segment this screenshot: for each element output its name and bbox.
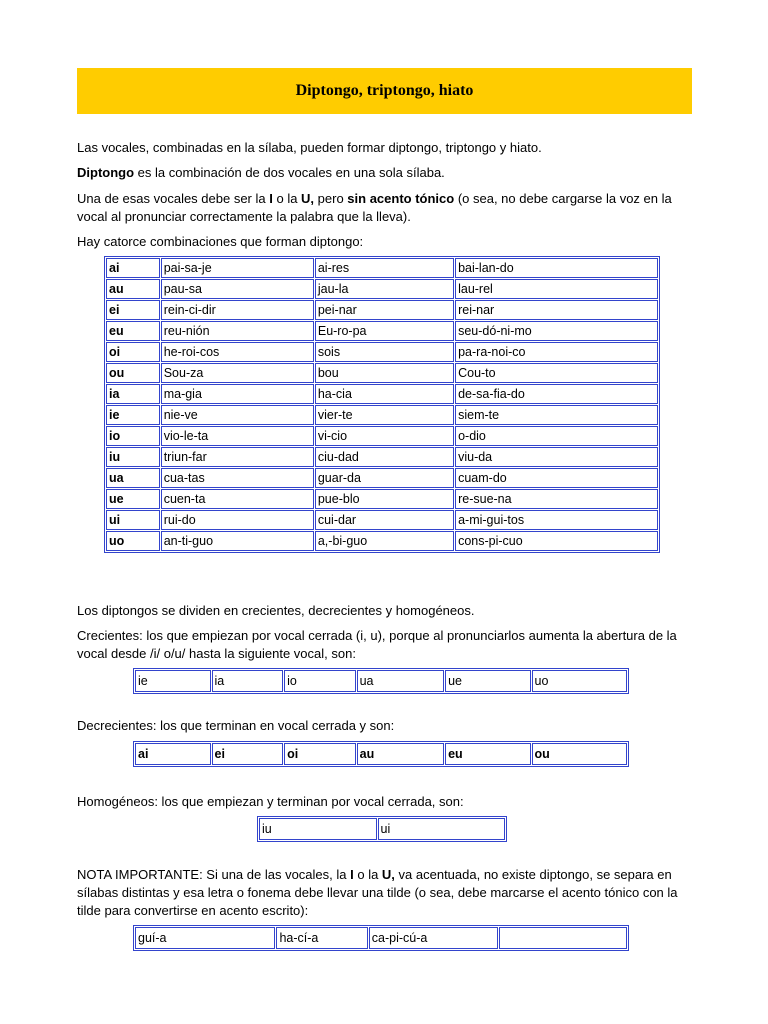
table-row	[106, 489, 658, 509]
diphthong-cell: ai	[106, 258, 160, 278]
hiato_examples-cell: ha-cí-a	[276, 927, 367, 949]
nota-letter-i: I	[350, 867, 354, 882]
example-cell: re-sue-na	[455, 489, 658, 509]
example-cell: a-mi-gui-tos	[455, 510, 658, 530]
definition-term: Diptongo	[77, 165, 135, 180]
table-row	[106, 510, 658, 530]
crecientes-cell: ie	[135, 670, 211, 692]
crecientes-cell: ia	[212, 670, 284, 692]
example-cell: rui-do	[161, 510, 314, 530]
decrecientes-cell: au	[357, 743, 444, 765]
diphthong-cell: iu	[106, 447, 160, 467]
example-cell: viu-da	[455, 447, 658, 467]
division-paragraph: Los diptongos se dividen en crecientes, decrecientes y homogéneos.	[77, 603, 475, 618]
table-row	[106, 363, 658, 383]
nota-text: o la	[353, 867, 382, 882]
example-cell: pau-sa	[161, 279, 314, 299]
definition-paragraph	[77, 164, 692, 182]
crecientes-cell: ua	[357, 670, 444, 692]
example-cell: pue-blo	[315, 489, 454, 509]
diphthong-cell: oi	[106, 342, 160, 362]
table-row	[106, 405, 658, 425]
decrecientes-cell: eu	[445, 743, 530, 765]
decrecientes-paragraph: Decrecientes: los que terminan en vocal cerrada y son:	[77, 718, 395, 733]
example-cell: seu-dó-ni-mo	[455, 321, 658, 341]
diphthong-cell: io	[106, 426, 160, 446]
crecientes-cell: uo	[532, 670, 627, 692]
homogeneos-table	[257, 816, 507, 842]
example-cell: guar-da	[315, 468, 454, 488]
rule-letter-u: U,	[301, 191, 315, 206]
nota-text: NOTA IMPORTANTE: Si una de las vocales, la	[77, 867, 351, 882]
example-cell: he-roi-cos	[161, 342, 314, 362]
example-cell: rei-nar	[455, 300, 658, 320]
example-cell: Cou-to	[455, 363, 658, 383]
hiato_examples-cell: ca-pi-cú-a	[369, 927, 498, 949]
diphthong-cell: eu	[106, 321, 160, 341]
decrecientes-cell: ai	[135, 743, 211, 765]
diphthong-cell: ei	[106, 300, 160, 320]
example-cell: vio-le-ta	[161, 426, 314, 446]
decrecientes-cell: ou	[532, 743, 627, 765]
example-cell: cons-pi-cuo	[455, 531, 658, 551]
example-cell: Sou-za	[161, 363, 314, 383]
rule-text: pero	[314, 191, 348, 206]
diphthong-table	[104, 256, 660, 553]
example-cell: jau-la	[315, 279, 454, 299]
rule-no-accent: sin acento tónico	[347, 191, 455, 206]
diphthong-cell: ue	[106, 489, 160, 509]
table-row	[106, 447, 658, 467]
example-cell: reu-nión	[161, 321, 314, 341]
rule-letter-i: I	[269, 191, 273, 206]
example-cell: nie-ve	[161, 405, 314, 425]
example-cell: rein-ci-dir	[161, 300, 314, 320]
rule-text: o la	[272, 191, 302, 206]
table-row	[106, 258, 658, 278]
diphthong-cell: ua	[106, 468, 160, 488]
nota-letter-u: U,	[381, 867, 395, 882]
example-cell: lau-rel	[455, 279, 658, 299]
crecientes-cell: ue	[445, 670, 530, 692]
diphthong-cell: uo	[106, 531, 160, 551]
nota-text: va acentuada, no existe diptongo, se separa en sílabas distintas y esa letra o fonema debe llevar una tilde (o sea, debe marcarse el acento tónico con la tilde para convertirse en acento escrito):	[77, 867, 678, 918]
example-cell: pei-nar	[315, 300, 454, 320]
decrecientes-cell: ei	[212, 743, 284, 765]
example-cell: sois	[315, 342, 454, 362]
title-banner	[77, 68, 692, 114]
example-cell: vi-cio	[315, 426, 454, 446]
diphthong-cell: ou	[106, 363, 160, 383]
example-cell: ai-res	[315, 258, 454, 278]
example-cell: a,-bi-guo	[315, 531, 454, 551]
diphthong-cell: ui	[106, 510, 160, 530]
crecientes-cell: io	[284, 670, 356, 692]
diphthong-cell: ie	[106, 405, 160, 425]
example-cell: ciu-dad	[315, 447, 454, 467]
homogeneos-cell: iu	[259, 818, 377, 840]
crecientes-paragraph: Crecientes: los que empiezan por vocal cerrada (i, u), porque al pronunciarlos aumenta la abertura de la vocal desde /i/ o/u/ hasta la siguiente vocal, son:	[77, 628, 677, 661]
example-cell: pa-ra-noi-co	[455, 342, 658, 362]
homogeneos-cell: ui	[378, 818, 505, 840]
homogeneos-paragraph: Homogéneos: los que empiezan y terminan por vocal cerrada, son:	[77, 794, 464, 809]
example-cell: de-sa-fia-do	[455, 384, 658, 404]
diphthong-cell: au	[106, 279, 160, 299]
decrecientes-table	[133, 741, 629, 767]
example-cell: Eu-ro-pa	[315, 321, 454, 341]
table-row	[106, 342, 658, 362]
example-cell: bou	[315, 363, 454, 383]
intro-paragraph: Las vocales, combinadas en la sílaba, pueden formar diptongo, triptongo y hiato.	[77, 140, 542, 155]
nota-paragraph	[77, 866, 692, 920]
table-row	[106, 384, 658, 404]
example-cell: ha-cia	[315, 384, 454, 404]
example-cell: ma-gia	[161, 384, 314, 404]
example-cell: o-dio	[455, 426, 658, 446]
example-cell: cua-tas	[161, 468, 314, 488]
example-cell: vier-te	[315, 405, 454, 425]
crecientes-table	[133, 668, 629, 694]
example-cell: an-ti-guo	[161, 531, 314, 551]
table-row	[106, 468, 658, 488]
definition-text: es la combinación de dos vocales en una sola sílaba.	[134, 165, 445, 180]
table-row	[106, 279, 658, 299]
hiato-table	[133, 925, 629, 951]
table-row	[106, 531, 658, 551]
rule-paragraph	[77, 190, 692, 226]
example-cell: cui-dar	[315, 510, 454, 530]
page-title: Diptongo, triptongo, hiato	[295, 82, 474, 99]
rule-text: (o sea, no debe cargarse la voz en la vocal al pronunciar correctamente la palabra que la lleva).	[77, 191, 672, 224]
example-cell: pai-sa-je	[161, 258, 314, 278]
hiato_examples-cell: guí-a	[135, 927, 275, 949]
combos-intro: Hay catorce combinaciones que forman diptongo:	[77, 234, 364, 249]
example-cell: bai-lan-do	[455, 258, 658, 278]
hiato_examples-cell	[499, 927, 627, 949]
example-cell: triun-far	[161, 447, 314, 467]
table-row	[106, 426, 658, 446]
example-cell: siem-te	[455, 405, 658, 425]
table-row	[106, 321, 658, 341]
table-row	[106, 300, 658, 320]
example-cell: cuam-do	[455, 468, 658, 488]
decrecientes-cell: oi	[284, 743, 356, 765]
rule-text: Una de esas vocales debe ser la	[77, 191, 270, 206]
example-cell: cuen-ta	[161, 489, 314, 509]
diphthong-cell: ia	[106, 384, 160, 404]
